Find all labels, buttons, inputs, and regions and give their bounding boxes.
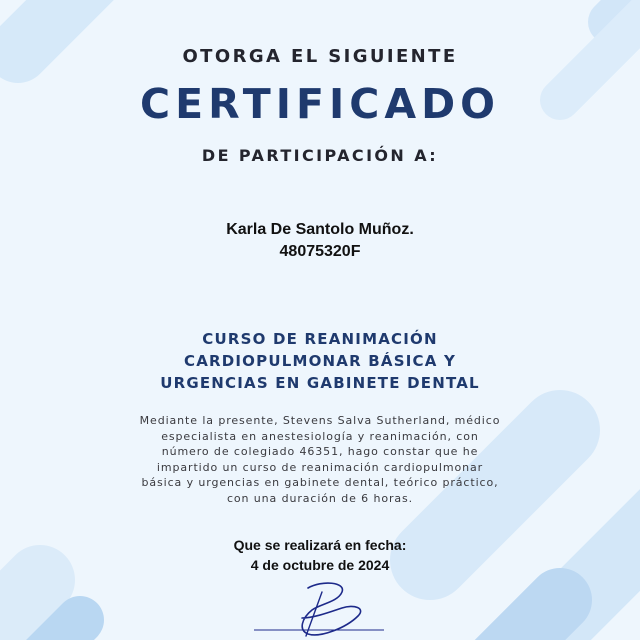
body-text-line: Mediante la presente, Stevens Salva Sutherland, médico — [139, 414, 501, 427]
course-title — [0, 328, 640, 394]
recipient-id: 48075320F — [279, 243, 361, 260]
body-text-line: impartido un curso de reanimación cardiopulmonar — [156, 460, 484, 474]
course-title-line: CURSO DE REANIMACIÓN — [202, 330, 438, 348]
course-title-line: CARDIOPULMONAR BÁSICA Y — [183, 352, 457, 370]
signature-image — [250, 578, 390, 640]
course-title-line: URGENCIAS EN GABINETE DENTAL — [160, 374, 480, 392]
body-text-line: número de colegiado 46351, hago constar que he — [161, 445, 479, 459]
certificate-subheader: DE PARTICIPACIÓN A: — [201, 146, 439, 165]
body-text-line: básica y urgencias en gabinete dental, teórico práctico, — [141, 476, 499, 490]
date-block — [0, 535, 640, 575]
certificate-body-text — [0, 413, 640, 507]
certificate-title: CERTIFICADO — [139, 80, 501, 128]
body-text-line: con una duración de 6 horas. — [226, 491, 414, 505]
certificate-header: OTORGA EL SIGUIENTE — [182, 46, 458, 67]
body-text-line: especialista en anestesiología y reanimación, con — [161, 429, 479, 443]
date-value: 4 de octubre de 2024 — [250, 557, 390, 573]
recipient-name: Karla De Santolo Muñoz. — [226, 221, 414, 238]
recipient-block — [0, 219, 640, 263]
date-label: Que se realizará en fecha: — [233, 537, 407, 553]
